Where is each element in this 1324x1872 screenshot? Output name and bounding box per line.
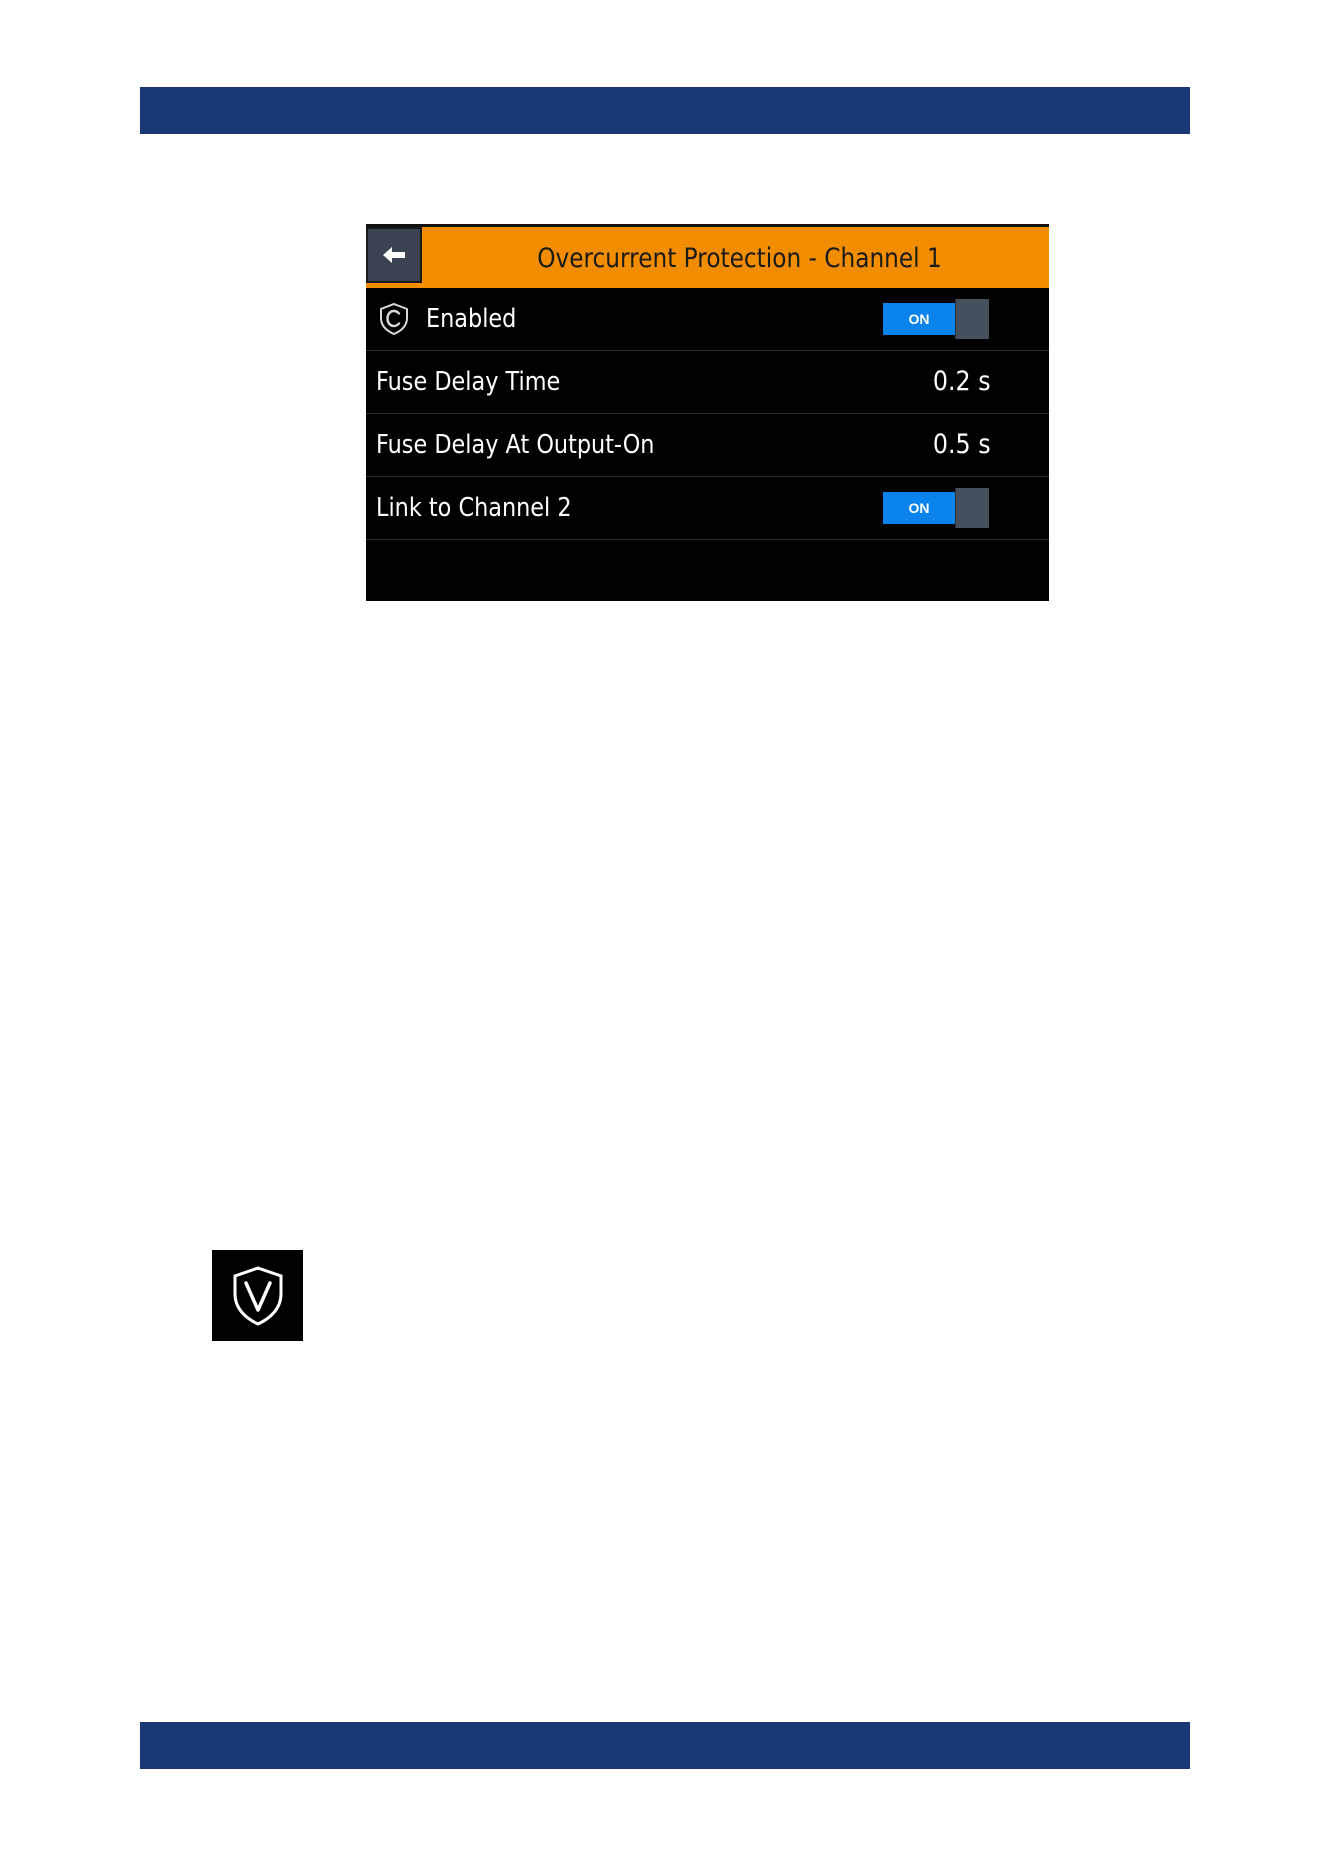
fuse-delay-time-value[interactable]: 0.2 s: [933, 366, 991, 397]
back-button[interactable]: [366, 227, 422, 283]
page-header-band: [140, 87, 1190, 134]
enabled-toggle[interactable]: [883, 299, 989, 339]
toggle-state: ON: [883, 492, 955, 524]
toggle-knob[interactable]: [955, 488, 989, 528]
row-fuse-delay-at-output-on[interactable]: [366, 414, 1049, 477]
screen-header: [366, 224, 1049, 288]
protection-symbol: [212, 1250, 303, 1341]
row-label: Fuse Delay Time: [376, 367, 561, 397]
row-enabled[interactable]: [366, 288, 1049, 351]
arrow-left-icon: [381, 245, 407, 265]
fuse-delay-output-on-value[interactable]: 0.5 s: [933, 429, 991, 460]
row-fuse-delay-time[interactable]: [366, 351, 1049, 414]
row-label: Fuse Delay At Output-On: [376, 430, 655, 460]
link-channel-toggle[interactable]: [883, 488, 989, 528]
screen-title: Overcurrent Protection - Channel 1: [537, 243, 942, 274]
toggle-knob[interactable]: [955, 299, 989, 339]
toggle-state: ON: [883, 303, 955, 335]
row-link-to-channel-2[interactable]: [366, 477, 1049, 540]
shield-c-icon: [377, 302, 411, 336]
row-label: Enabled: [426, 304, 517, 334]
shield-v-icon: [229, 1264, 287, 1328]
row-label: Link to Channel 2: [376, 493, 572, 523]
page-footer-band: [140, 1722, 1190, 1769]
settings-list: [366, 288, 1049, 540]
device-screen: [366, 224, 1049, 601]
